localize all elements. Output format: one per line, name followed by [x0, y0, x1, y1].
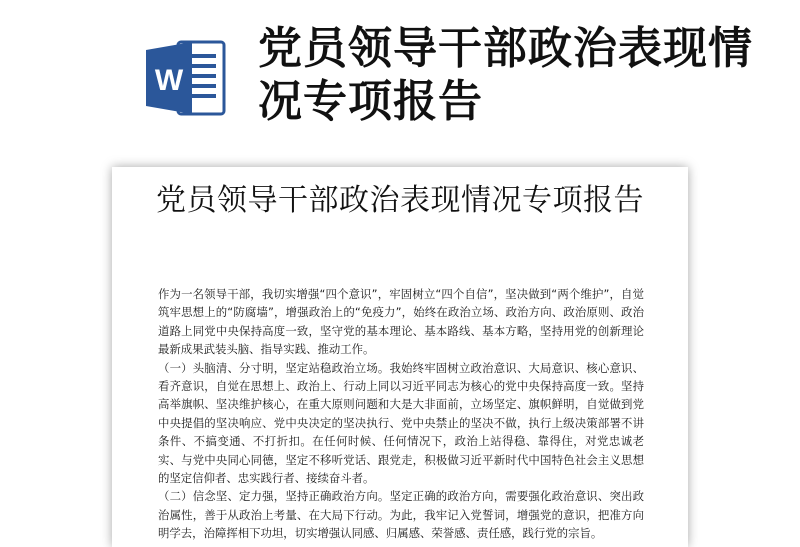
word-icon-letter: W: [154, 64, 184, 97]
paragraph-section-2: （二）信念坚、定力强，坚持正确政治方向。坚定正确的政治方向，需要强化政治意识、突出政治属性，善于从政治上考量、在大局下行动。为此，我牢记入党誓词，增强党的意识，把准方向明学去，治障挥相下功坦，切实增强认同感、归属感、荣誉感、责任感，践行党的宗旨。: [158, 489, 644, 541]
paragraph-intro: 作为一名领导干部，我切实增强“四个意识”，牢固树立“四个自信”，坚决做到“两个维护”，自觉筑牢思想上的“防腐墙”，增强政治上的“免疫力”，始终在政治立场、政治方向、政治原则、政治道路上同党中央保持高度一致，坚守党的基本理论、基本路线、基本方略，坚持用党的创新理论最新成果武装头脑、指导实践、推动工作。: [158, 287, 644, 357]
header-banner: [0, 0, 800, 160]
word-document-icon: [144, 36, 228, 120]
document-title: 党员领导干部政治表现情况专项报告: [156, 183, 644, 218]
document-body: [158, 285, 644, 543]
paragraph-section-1: （一）头脑清、分寸明，坚定站稳政治立场。我始终牢固树立政治意识、大局意识、核心意识、看齐意识，自觉在思想上、政治上、行动上同以习近平同志为核心的党中央保持高度一致。坚持高举旗帜、坚决维护核心，在重大原则问题和大是大非面前，立场坚定、旗帜鲜明，自觉做到党中央提倡的坚决响应、党中央决定的坚决执行、党中央禁止的坚决不做，执行上级决策部署不讲条件、不搞变通、不打折扣。在任何时候、任何情况下，政治上站得稳、靠得住，对党忠诚老实、与党中央同心同德，坚定不移听党话、跟党走，积极做习近平新时代中国特色社会主义思想的坚定信仰者、忠实践行者、接续奋斗者。: [158, 360, 644, 486]
header-title: 党员领导干部政治表现情况专项报告: [258, 23, 753, 127]
